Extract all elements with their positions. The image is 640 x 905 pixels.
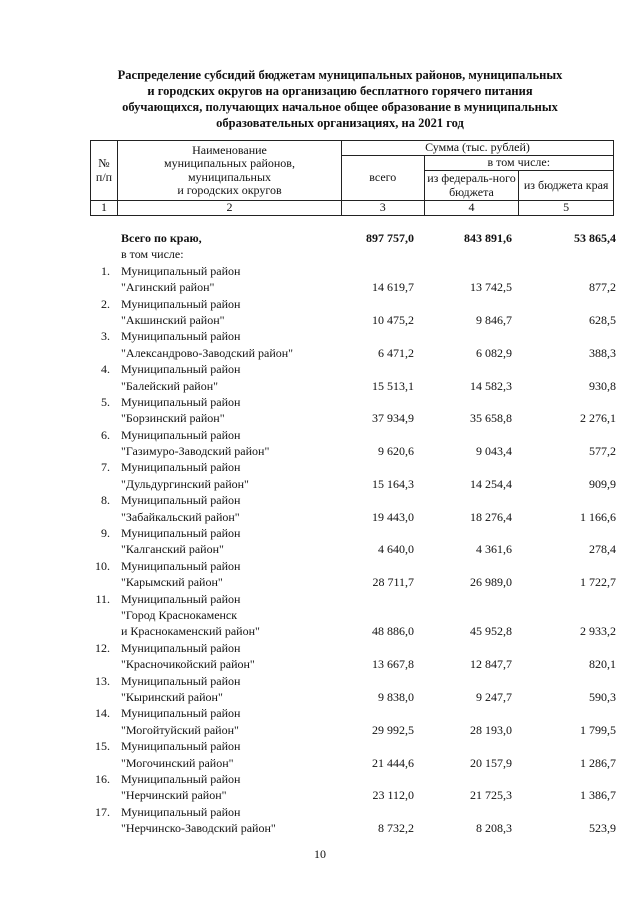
incl-row: [0, 246, 640, 262]
row-federal: 20 157,9: [470, 755, 512, 770]
row-name: Муниципальный район: [121, 493, 241, 508]
row-name: "Карымский район": [121, 575, 223, 590]
row-regional: 1 166,6: [580, 509, 616, 524]
row-total: 10 475,2: [372, 312, 414, 327]
row-federal: 18 276,4: [470, 509, 512, 524]
row-name: "Красночикойский район": [121, 657, 255, 672]
table-row-line: [0, 804, 640, 820]
row-total: 21 444,6: [372, 755, 414, 770]
incl-label: в том числе:: [121, 247, 184, 262]
page-number: 10: [314, 847, 326, 861]
row-total: 28 711,7: [372, 575, 414, 590]
total-row: [0, 230, 640, 246]
row-federal: 8 208,3: [476, 821, 512, 836]
title-line: образовательных организациях, на 2021 год: [216, 116, 464, 130]
row-number: 16.: [95, 771, 110, 786]
row-name: Муниципальный район: [121, 362, 241, 377]
table-row-line: [0, 279, 640, 295]
row-name: Муниципальный район: [121, 427, 241, 442]
row-name: Муниципальный район: [121, 526, 241, 541]
table-row-line: [0, 492, 640, 508]
row-regional: 577,2: [589, 444, 616, 459]
row-federal: 26 989,0: [470, 575, 512, 590]
col-num-1: 1: [91, 201, 118, 216]
header-name: [118, 141, 342, 201]
header-federal: из федераль-ного бюджета: [424, 171, 519, 201]
table-row-line: [0, 673, 640, 689]
header-name-line: и городских округов: [177, 183, 282, 197]
row-name: "Александрово-Заводский район": [121, 345, 294, 360]
header-sum: Сумма (тыс. рублей): [341, 141, 613, 156]
row-name: Муниципальный район: [121, 460, 241, 475]
table-row-line: [0, 541, 640, 557]
table-row-line: [0, 820, 640, 836]
total-regional: 53 865,4: [574, 231, 616, 245]
header-num: [91, 141, 118, 201]
table-row-line: [0, 689, 640, 705]
document-title: [70, 67, 610, 131]
row-regional: 877,2: [589, 280, 616, 295]
table-row-line: [0, 345, 640, 361]
header-name-line: муниципальных районов,: [164, 156, 295, 170]
table-row-line: [0, 705, 640, 721]
row-total: 15 513,1: [372, 378, 414, 393]
row-name: Муниципальный район: [121, 771, 241, 786]
title-line: обучающихся, получающих начальное общее образование в муниципальных: [122, 100, 558, 114]
row-total: 23 112,0: [372, 788, 414, 803]
row-federal: 12 847,7: [470, 657, 512, 672]
row-name: "Акшинский район": [121, 312, 225, 327]
table-row-line: [0, 607, 640, 623]
table-row-line: [0, 787, 640, 803]
row-number: 17.: [95, 804, 110, 819]
row-name: "Город Краснокаменск: [121, 607, 238, 622]
header-regional: из бюджета края: [519, 171, 614, 201]
row-name: Муниципальный район: [121, 640, 241, 655]
table-row-line: [0, 427, 640, 443]
row-number: 6.: [101, 427, 110, 442]
row-number: 1.: [101, 263, 110, 278]
row-number: 9.: [101, 526, 110, 541]
table-row-line: [0, 361, 640, 377]
total-label: Всего по краю,: [121, 231, 202, 245]
row-regional: 820,1: [589, 657, 616, 672]
row-number: 10.: [95, 558, 110, 573]
row-federal: 9 846,7: [476, 312, 512, 327]
row-federal: 9 043,4: [476, 444, 512, 459]
table-row-line: [0, 443, 640, 459]
row-number: 14.: [95, 706, 110, 721]
row-federal: 28 193,0: [470, 722, 512, 737]
row-federal: 35 658,8: [470, 411, 512, 426]
row-total: 48 886,0: [372, 624, 414, 639]
table-row-line: [0, 771, 640, 787]
row-regional: 2 276,1: [580, 411, 616, 426]
row-name: "Забайкальский район": [121, 509, 240, 524]
header-incl: в том числе:: [424, 156, 613, 171]
table-row-line: [0, 296, 640, 312]
row-regional: 1 799,5: [580, 722, 616, 737]
row-name: Муниципальный район: [121, 739, 241, 754]
table-row-line: [0, 591, 640, 607]
table-row-line: [0, 410, 640, 426]
table-row-line: [0, 623, 640, 639]
table-row-line: [0, 312, 640, 328]
row-name: "Могочинский район": [121, 755, 234, 770]
table-row-line: [0, 574, 640, 590]
row-number: 8.: [101, 493, 110, 508]
row-name: Муниципальный район: [121, 296, 241, 311]
row-name: Муниципальный район: [121, 558, 241, 573]
row-number: 5.: [101, 394, 110, 409]
row-regional: 628,5: [589, 312, 616, 327]
row-number: 11.: [95, 591, 110, 606]
row-name: "Калганский район": [121, 542, 224, 557]
table-row-line: [0, 476, 640, 492]
table-body: [0, 230, 640, 836]
row-regional: 523,9: [589, 821, 616, 836]
title-line: и городских округов на организацию бесплатного горячего питания: [147, 84, 533, 98]
row-total: 9 620,6: [378, 444, 414, 459]
col-num-5: 5: [519, 201, 614, 216]
row-name: Муниципальный район: [121, 329, 241, 344]
row-regional: 909,9: [589, 476, 616, 491]
table-row-line: [0, 656, 640, 672]
header-name-line: муниципальных: [187, 169, 272, 184]
row-name: и Краснокаменский район": [121, 624, 260, 639]
row-name: "Газимуро-Заводский район": [121, 444, 270, 459]
table-row-line: [0, 525, 640, 541]
row-total: 19 443,0: [372, 509, 414, 524]
row-name: "Дульдургинский район": [121, 476, 249, 491]
title-line: Распределение субсидий бюджетам муниципальных районов, муниципальных: [117, 68, 563, 82]
row-number: 7.: [101, 460, 110, 475]
row-name: "Агинский район": [121, 280, 215, 295]
row-name: Муниципальный район: [121, 804, 241, 819]
table-row-line: [0, 509, 640, 525]
row-number: 3.: [101, 329, 110, 344]
row-federal: 13 742,5: [470, 280, 512, 295]
row-total: 37 934,9: [372, 411, 414, 426]
row-name: Муниципальный район: [121, 263, 241, 278]
row-regional: 590,3: [589, 689, 616, 704]
table-row-line: [0, 558, 640, 574]
row-regional: 1 386,7: [580, 788, 616, 803]
row-federal: 6 082,9: [476, 345, 512, 360]
row-federal: 21 725,3: [470, 788, 512, 803]
row-total: 29 992,5: [372, 722, 414, 737]
row-regional: 930,8: [589, 378, 616, 393]
row-total: 9 838,0: [378, 689, 414, 704]
table-row-line: [0, 722, 640, 738]
row-name: "Нерчинско-Заводский район": [121, 821, 276, 836]
row-federal: 14 582,3: [470, 378, 512, 393]
row-federal: 4 361,6: [476, 542, 512, 557]
row-name: "Борзинский район": [121, 411, 225, 426]
row-number: 4.: [101, 362, 110, 377]
table-row-line: [0, 738, 640, 754]
table-row-line: [0, 328, 640, 344]
row-total: 14 619,7: [372, 280, 414, 295]
row-name: Муниципальный район: [121, 706, 241, 721]
total-federal: 843 891,6: [464, 231, 512, 245]
row-name: "Балейский район": [121, 378, 219, 393]
row-number: 15.: [95, 739, 110, 754]
row-regional: 1 286,7: [580, 755, 616, 770]
row-number: 13.: [95, 673, 110, 688]
header-total: всего: [341, 156, 424, 201]
row-name: Муниципальный район: [121, 591, 241, 606]
row-regional: 2 933,2: [580, 624, 616, 639]
row-federal: 45 952,8: [470, 624, 512, 639]
table-row-line: [0, 459, 640, 475]
row-number: 12.: [95, 640, 110, 655]
row-regional: 1 722,7: [580, 575, 616, 590]
row-name: Муниципальный район: [121, 673, 241, 688]
row-federal: 9 247,7: [476, 689, 512, 704]
row-total: 15 164,3: [372, 476, 414, 491]
table-row-line: [0, 394, 640, 410]
table-header: [90, 140, 614, 216]
table-row-line: [0, 378, 640, 394]
row-total: 4 640,0: [378, 542, 414, 557]
col-num-3: 3: [341, 201, 424, 216]
row-total: 8 732,2: [378, 821, 414, 836]
col-num-4: 4: [424, 201, 519, 216]
row-name: Муниципальный район: [121, 394, 241, 409]
row-regional: 278,4: [589, 542, 616, 557]
row-name: "Могойтуйский район": [121, 722, 239, 737]
header-name-line: Наименование: [192, 142, 267, 157]
row-number: 2.: [101, 296, 110, 311]
row-total: 13 667,8: [372, 657, 414, 672]
total-sum: 897 757,0: [366, 231, 414, 245]
table-row-line: [0, 755, 640, 771]
row-total: 6 471,2: [378, 345, 414, 360]
row-regional: 388,3: [589, 345, 616, 360]
row-name: "Кыринский район": [121, 689, 223, 704]
table-row-line: [0, 640, 640, 656]
table-row-line: [0, 263, 640, 279]
col-num-2: 2: [118, 201, 342, 216]
row-federal: 14 254,4: [470, 476, 512, 491]
row-name: "Нерчинский район": [121, 788, 227, 803]
header-num-label: № п/п: [95, 156, 113, 184]
